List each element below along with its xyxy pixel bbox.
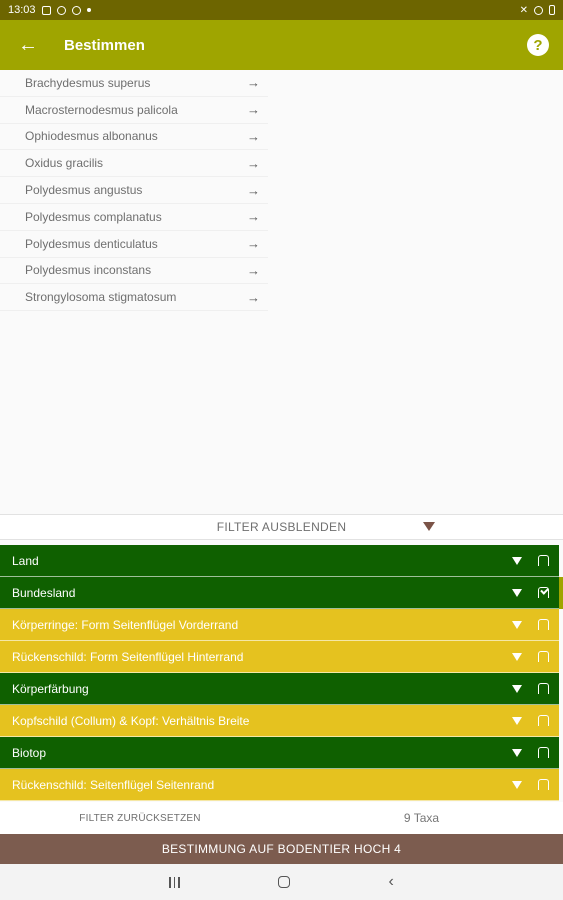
filter-row-koerperfaerbung[interactable]: [0, 673, 559, 705]
home-icon[interactable]: [278, 876, 290, 888]
filter-row-bundesland[interactable]: [0, 577, 559, 609]
checkbox[interactable]: [538, 683, 549, 694]
taxon-name: Polydesmus inconstans: [25, 263, 152, 278]
expand-icon: [512, 749, 522, 757]
filter-label: Land: [12, 553, 39, 568]
taxa-count: 9 Taxa: [403, 811, 440, 825]
status-time: 13:03: [8, 4, 36, 16]
list-item[interactable]: [0, 177, 268, 204]
expand-icon: [512, 589, 522, 597]
list-item[interactable]: [0, 97, 268, 124]
taxon-name: Polydesmus angustus: [25, 183, 143, 198]
arrow-right-icon: →: [247, 262, 260, 278]
checkbox[interactable]: [538, 619, 549, 630]
arrow-right-icon: →: [247, 209, 260, 225]
expand-icon: [512, 781, 522, 789]
gallery-icon: [42, 6, 51, 15]
system-nav-bar: [0, 864, 563, 900]
sync-icon: [72, 6, 81, 15]
status-bar: [0, 0, 563, 20]
arrow-right-icon: →: [247, 289, 260, 305]
list-item[interactable]: [0, 124, 268, 151]
taxon-name: Polydesmus denticulatus: [25, 236, 158, 251]
reset-filter-button[interactable]: FILTER ZURÜCKSETZEN: [79, 812, 201, 824]
notification-dot-icon: [87, 8, 91, 12]
list-item[interactable]: [0, 70, 268, 97]
checkbox[interactable]: [538, 715, 549, 726]
app-bar: [0, 20, 563, 70]
scroll-indicator: [559, 577, 563, 609]
arrow-left-icon[interactable]: ←: [18, 33, 38, 56]
arrow-right-icon: →: [247, 102, 260, 118]
filter-row-koerperringe[interactable]: [0, 609, 559, 641]
taxon-name: Polydesmus complanatus: [25, 209, 162, 224]
checkbox[interactable]: [538, 651, 549, 662]
recent-apps-icon[interactable]: [169, 877, 180, 888]
taxon-name: Strongylosoma stigmatosum: [25, 290, 177, 305]
taxon-name: Brachydesmus superus: [25, 75, 151, 90]
list-item[interactable]: [0, 258, 268, 285]
filter-row-kopfschild[interactable]: [0, 705, 559, 737]
filter-label: Rückenschild: Seitenflügel Seitenrand: [12, 777, 215, 792]
filter-label: Körperfärbung: [12, 681, 89, 696]
filter-toggle-label: FILTER AUSBLENDEN: [216, 520, 347, 534]
mute-icon: ✕: [519, 4, 528, 16]
list-item[interactable]: [0, 231, 268, 258]
filter-list: [0, 545, 563, 801]
expand-icon: [512, 557, 522, 565]
arrow-right-icon: →: [247, 236, 260, 252]
filter-label: Bundesland: [12, 585, 76, 600]
expand-icon: [512, 717, 522, 725]
list-item[interactable]: [0, 284, 268, 311]
dnd-icon: [534, 6, 543, 15]
filter-row-rueckenschild-seitenrand[interactable]: [0, 769, 559, 801]
taxon-name: Macrosternodesmus palicola: [25, 102, 178, 117]
page-title: Bestimmen: [64, 36, 145, 54]
arrow-right-icon: →: [247, 75, 260, 91]
filter-label: Kopfschild (Collum) & Kopf: Verhältnis Breite: [12, 713, 250, 728]
checkbox[interactable]: [538, 747, 549, 758]
filter-label: Biotop: [12, 745, 47, 760]
help-icon[interactable]: ?: [527, 34, 549, 56]
filter-label: Körperringe: Form Seitenflügel Vorderrand: [12, 617, 239, 632]
list-item[interactable]: [0, 150, 268, 177]
arrow-right-icon: →: [247, 155, 260, 171]
arrow-right-icon: →: [247, 128, 260, 144]
filter-toggle-button[interactable]: [0, 514, 563, 540]
checkbox-checked[interactable]: [538, 587, 549, 598]
filter-row-biotop[interactable]: [0, 737, 559, 769]
back-icon[interactable]: ‹: [388, 873, 394, 890]
settings-icon: [57, 6, 66, 15]
battery-icon: [549, 5, 555, 15]
identify-button[interactable]: BESTIMMUNG AUF BODENTIER HOCH 4: [0, 834, 563, 864]
filter-row-land[interactable]: [0, 545, 559, 577]
taxon-name: Ophiodesmus albonanus: [25, 129, 158, 144]
checkbox[interactable]: [538, 555, 549, 566]
expand-icon: [512, 685, 522, 693]
triangle-down-icon: [423, 522, 435, 531]
checkbox[interactable]: [538, 779, 549, 790]
list-item[interactable]: [0, 204, 268, 231]
expand-icon: [512, 653, 522, 661]
filter-label: Rückenschild: Form Seitenflügel Hinterrand: [12, 649, 244, 664]
arrow-right-icon: →: [247, 182, 260, 198]
expand-icon: [512, 621, 522, 629]
taxon-name: Oxidus gracilis: [25, 156, 104, 171]
taxa-list: [0, 70, 563, 311]
bottom-info-bar: [0, 802, 563, 834]
filter-row-rueckenschild-hinterrand[interactable]: [0, 641, 559, 673]
